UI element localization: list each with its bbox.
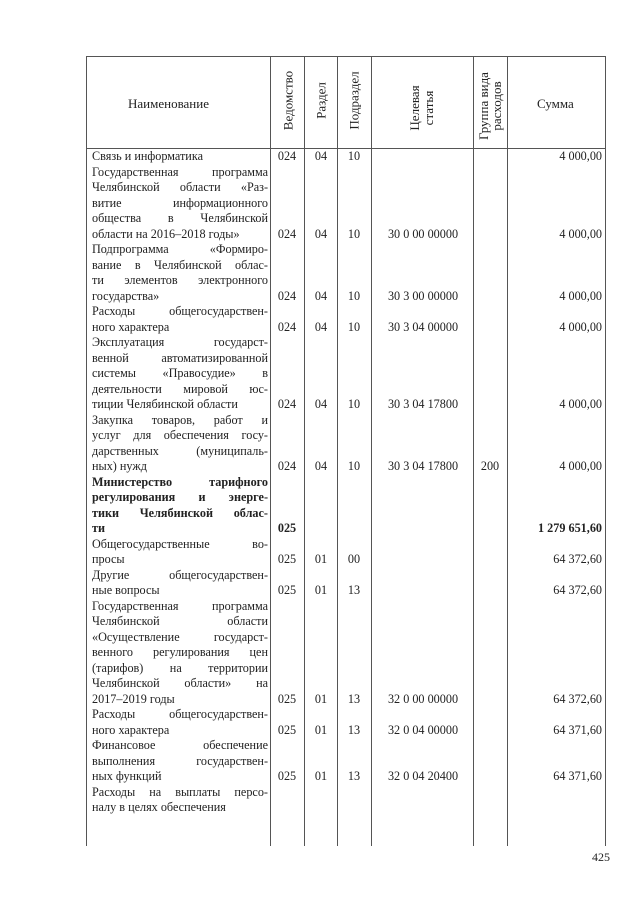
header-gruppa [477, 67, 503, 147]
row-summa: 4 000,00 [559, 459, 602, 473]
header-celevaya [408, 58, 436, 158]
row-name-line: Финансовое обеспечение [92, 738, 268, 752]
row-celevaya: 30 3 04 00000 [387, 319, 459, 334]
row-name-line: Государственная программа [92, 598, 268, 613]
row-name-line: венного регулирования цен [92, 645, 268, 659]
row-name-line: услуг для обеспечения госу- [92, 428, 268, 442]
row-name-line: ных) нужд [92, 459, 147, 473]
row-summa: 64 372,60 [553, 583, 602, 597]
row-summa: 64 372,60 [553, 691, 602, 706]
row-celevaya: 30 3 04 17800 [387, 397, 459, 411]
row-name-line: Челябинской области «Раз- [92, 180, 268, 194]
row-summa: 64 371,60 [553, 769, 602, 783]
row-podrazdel: 13 [347, 691, 361, 706]
table-row [0, 738, 640, 785]
header-name: Наименование [128, 96, 209, 111]
row-razdel: 01 [314, 722, 328, 737]
row-name-line: Челябинской области [92, 614, 268, 628]
table-top-border [86, 56, 606, 57]
row-name-line: ного характера [92, 722, 170, 737]
table-row [0, 335, 640, 413]
row-name [92, 304, 268, 335]
row-name-line: (тарифов) на территории [92, 660, 268, 675]
header-ved: Ведомство [280, 70, 296, 131]
row-summa: 64 372,60 [553, 552, 602, 566]
row-summa: 4 000,00 [559, 397, 602, 411]
row-summa: 4 000,00 [559, 288, 602, 303]
row-name-line: области на 2016–2018 годы» [92, 226, 240, 241]
row-name [92, 599, 268, 708]
row-name [92, 335, 268, 413]
row-name-line: ти элементов электронного [92, 273, 268, 287]
row-summa: 64 371,60 [553, 722, 602, 737]
row-name [92, 707, 268, 738]
table-row [0, 149, 640, 165]
row-razdel: 01 [314, 583, 328, 597]
row-name-line: тики Челябинской облас- [92, 505, 268, 520]
row-ved: 025 [277, 722, 297, 737]
table-row [0, 785, 640, 816]
row-podrazdel: 10 [347, 288, 361, 303]
row-razdel: 04 [314, 288, 328, 303]
table-row [0, 537, 640, 568]
row-name-line: Министерство тарифного [92, 474, 268, 489]
row-ved: 024 [277, 226, 297, 241]
row-razdel: 04 [314, 459, 328, 473]
header-razdel: Раздел [313, 82, 329, 119]
row-name [92, 165, 268, 243]
table-row [0, 568, 640, 599]
row-ved: 025 [277, 583, 297, 597]
row-ved: 025 [277, 769, 297, 783]
row-ved: 024 [277, 149, 297, 163]
row-name-line: ти [92, 521, 106, 535]
row-celevaya: 32 0 00 00000 [387, 691, 459, 706]
row-summa: 1 279 651,60 [538, 521, 602, 535]
row-name-line: Государственная программа [92, 164, 268, 179]
table-row [0, 599, 640, 708]
row-name-line: Подпрограмма «Формиро- [92, 242, 268, 256]
row-celevaya: 30 3 04 17800 [387, 459, 459, 473]
row-name-line: Связь и информатика [92, 149, 203, 163]
row-summa: 4 000,00 [559, 226, 602, 241]
row-summa: 4 000,00 [559, 149, 602, 163]
row-name-line: Расходы на выплаты персо- [92, 784, 268, 799]
row-name-line: вание в Челябинской облас- [92, 257, 268, 272]
header-gruppa-text: Группа вида расходов [476, 72, 504, 140]
row-name-line: витие информационного [92, 195, 268, 210]
row-ved: 025 [277, 691, 297, 706]
row-name-line: «Осуществление государст- [92, 629, 268, 644]
row-name-line: Закупка товаров, работ и [92, 412, 268, 427]
row-ved: 024 [277, 288, 297, 303]
page-number: 425 [592, 850, 610, 864]
row-name-line: тиции Челябинской области [92, 397, 238, 411]
table-row [0, 165, 640, 243]
row-name-line: Расходы общегосударствен- [92, 707, 268, 721]
row-razdel: 01 [314, 769, 328, 783]
row-razdel: 04 [314, 149, 328, 163]
row-name-line: регулирования и энерге- [92, 490, 268, 504]
row-celevaya: 32 0 04 20400 [387, 769, 459, 783]
row-razdel: 04 [314, 397, 328, 411]
row-razdel: 01 [314, 691, 328, 706]
header-summa: Сумма [537, 96, 574, 111]
row-name-line: венной автоматизированной [92, 350, 268, 365]
table-row [0, 475, 640, 537]
row-name-line: Общегосударственные во- [92, 536, 268, 551]
row-name [92, 537, 268, 568]
row-celevaya: 32 0 04 00000 [387, 722, 459, 737]
row-razdel: 04 [314, 226, 328, 241]
row-name-line: ного характера [92, 319, 170, 334]
row-ved: 024 [277, 319, 297, 334]
row-ved: 025 [277, 552, 297, 566]
row-podrazdel: 00 [347, 552, 361, 566]
row-podrazdel: 10 [347, 226, 361, 241]
row-name-line: Расходы общегосударствен- [92, 304, 268, 318]
row-name-line: системы «Правосудие» в [92, 366, 268, 380]
row-name [92, 475, 268, 537]
row-podrazdel: 10 [347, 397, 361, 411]
row-podrazdel: 13 [347, 722, 361, 737]
row-name-line: Другие общегосударствен- [92, 567, 268, 582]
row-name-line: общества в Челябинской [92, 211, 268, 225]
row-name-line: деятельности мировой юс- [92, 381, 268, 396]
row-name-line: государства» [92, 288, 160, 303]
header-celevaya-text: Целевая статья [407, 85, 436, 131]
row-name [92, 242, 268, 304]
row-name [92, 149, 268, 165]
row-name [92, 738, 268, 785]
row-podrazdel: 10 [347, 319, 361, 334]
row-name [92, 785, 268, 816]
row-celevaya: 30 3 00 00000 [387, 288, 459, 303]
row-name-line: ных функций [92, 769, 162, 783]
row-name-line: просы [92, 552, 125, 566]
row-summa: 4 000,00 [559, 319, 602, 334]
row-name-line: 2017–2019 годы [92, 691, 175, 706]
row-name-line: ные вопросы [92, 583, 160, 597]
row-ved: 025 [277, 521, 297, 535]
row-ved: 024 [277, 459, 297, 473]
row-razdel: 01 [314, 552, 328, 566]
table-row [0, 413, 640, 475]
row-name-line: Эксплуатация государст- [92, 335, 268, 349]
table-row [0, 242, 640, 304]
header-podrazdel: Подраздел [346, 71, 362, 130]
row-ved: 024 [277, 397, 297, 411]
table-row [0, 707, 640, 738]
row-name-line: Челябинской области» на [92, 676, 268, 690]
row-gruppa: 200 [480, 459, 500, 473]
row-name [92, 413, 268, 475]
row-name [92, 568, 268, 599]
row-name-line: налу в целях обеспечения [92, 800, 226, 814]
row-podrazdel: 10 [347, 459, 361, 473]
row-name-line: дарственных (муниципаль- [92, 443, 268, 458]
row-celevaya: 30 0 00 00000 [387, 226, 459, 241]
row-podrazdel: 10 [347, 149, 361, 163]
row-podrazdel: 13 [347, 583, 361, 597]
table-row [0, 304, 640, 335]
row-podrazdel: 13 [347, 769, 361, 783]
row-name-line: выполнения государствен- [92, 753, 268, 768]
row-razdel: 04 [314, 319, 328, 334]
